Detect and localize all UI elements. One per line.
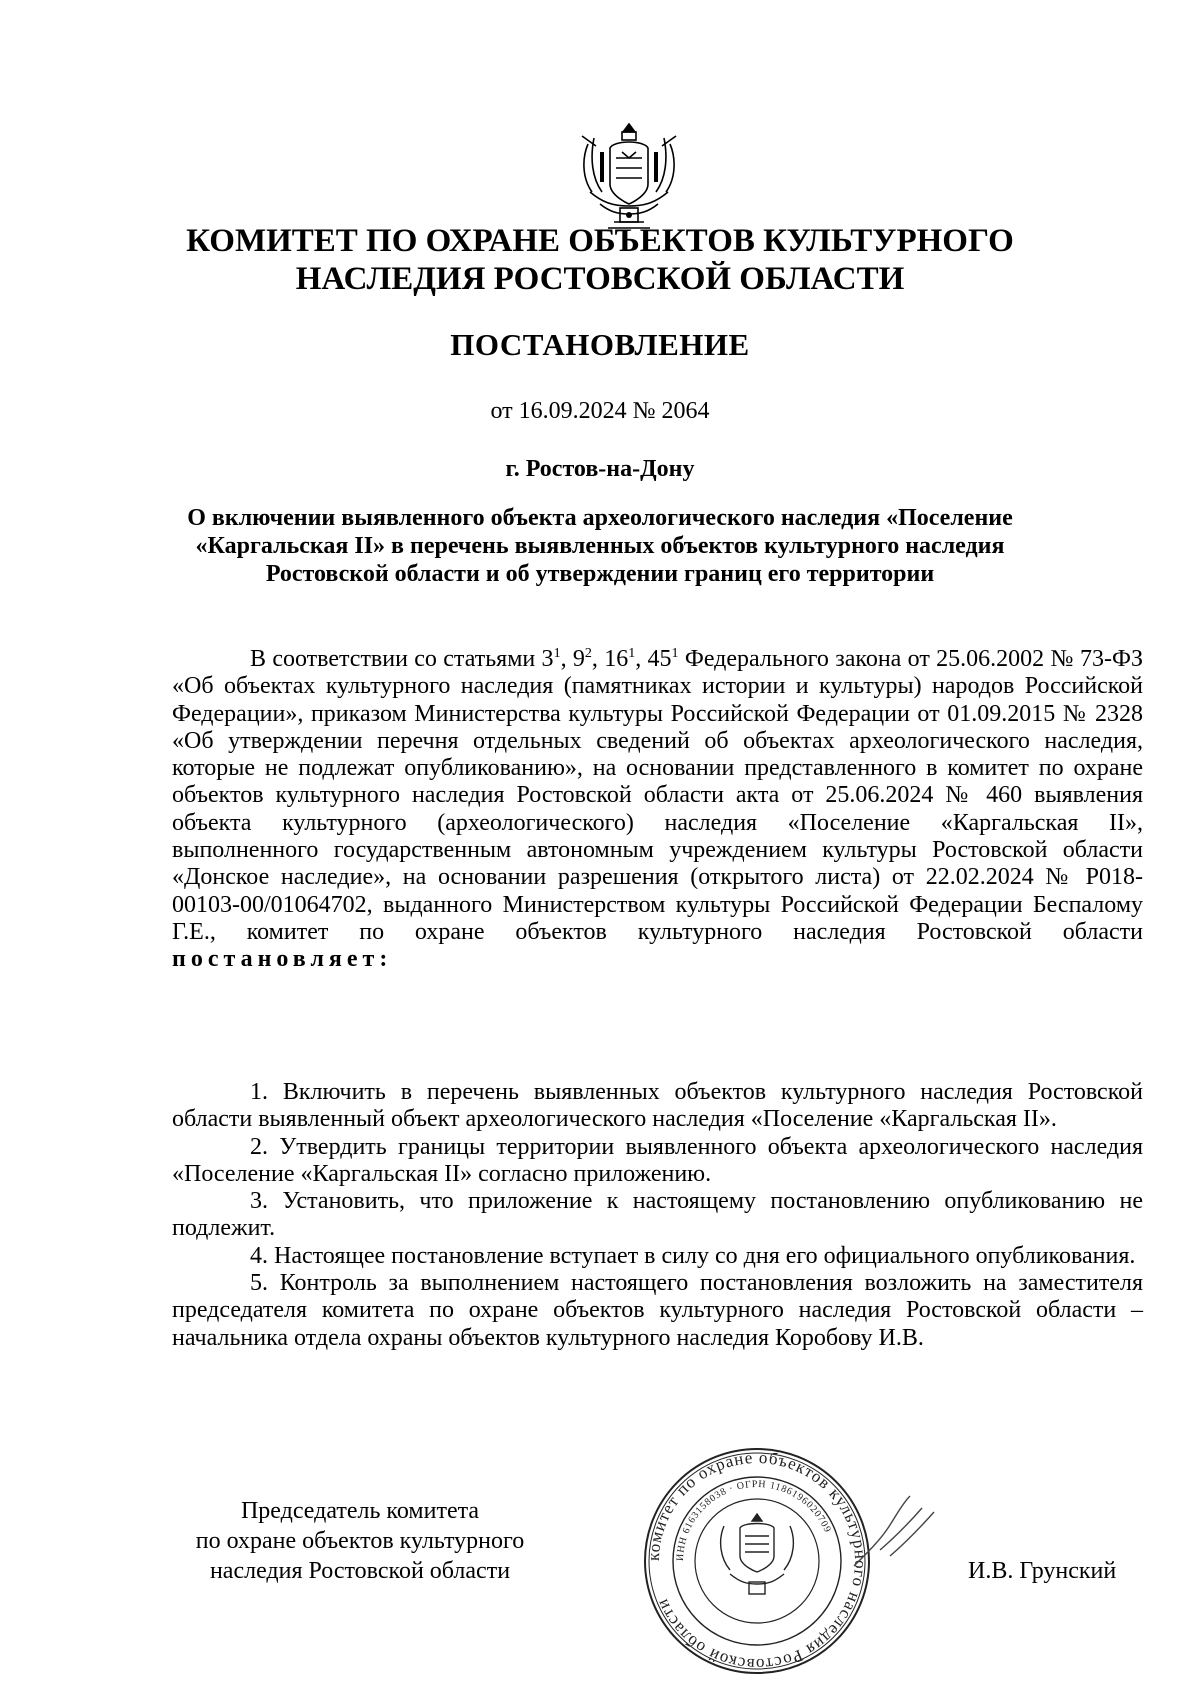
decree-points xyxy=(172,1079,1143,1352)
date-number-line: от 16.09.2024 № 2064 xyxy=(490,398,710,424)
preamble-text: Федерального закона от 25.06.2002 № 73-ФЗ «Об объектах культурного наследия (памятниках истории и культуры) народов Российской Федерации», приказом Министерства культуры Российской Федерации от 01.09.2015 № 2328 «Об утверждении перечня отдельных сведений об объектах археологического наследия, которые не подлежат опубликованию», на основании представленного в комитет по охране объектов культурного наследия Ростовской области акта от 25.06.2024 № 460 выявления объекта культурного (археологического) наследия «Поселение «Каргальская II», выполненного государственным автономным учреждением культуры Ростовской области «Донское наследие», на основании разрешения (открытого листа) от 22.02.2024 № Р018-00103-00/01064702, выданного Министерством культуры Российской Федерации Беспалому Г.Е., комитет по охране объектов культурного наследия Ростовской области xyxy=(172,646,1143,945)
signer-position-line: наследия Ростовской области xyxy=(209,1558,511,1584)
handwritten-signature xyxy=(850,1490,940,1570)
document-subject: О включении выявленного объекта археологического наследия «Поселение «Каргальская II» в перечень выявленных объектов культурного наследия Ростовской области и об утверждении границ его территории xyxy=(187,505,1013,587)
document-type-heading: ПОСТАНОВЛЕНИЕ xyxy=(450,327,750,362)
preamble-text: , 45 xyxy=(635,646,672,672)
decree-word: постановляет: xyxy=(172,946,393,973)
preamble-text: , 16 xyxy=(591,646,629,672)
decree-point: 2. Утвердить границы территории выявленного объекта археологического наследия «Поселение «Каргальская II» согласно приложению. xyxy=(172,1133,1143,1187)
signer-position-line: по охране объектов культурного xyxy=(195,1528,525,1554)
decree-point: 4. Настоящее постановление вступает в силу со дня его официального опубликования. xyxy=(250,1242,1136,1269)
decree-point: 3. Установить, что приложение к настоящему постановлению опубликованию не подлежит. xyxy=(172,1188,1143,1242)
signer-name: И.В. Грунский xyxy=(968,1558,1117,1584)
preamble-text: В соответствии со статьями 3 xyxy=(250,646,554,672)
seal-inner-text: ИНН 6163158038 · ОГРН 1186196020709 xyxy=(674,1478,834,1562)
official-seal xyxy=(640,1444,874,1678)
decree-point: 5. Контроль за выполнением настоящего постановления возложить на заместителя председателя комитета по охране объектов культурного наследия Ростовской области – начальника отдела охраны объектов культурного наследия Коробову И.В. xyxy=(172,1270,1143,1351)
superscript: 2 xyxy=(584,646,592,661)
superscript: 1 xyxy=(671,646,679,661)
superscript: 1 xyxy=(628,646,636,661)
organization-title: КОМИТЕТ ПО ОХРАНЕ ОБЪЕКТОВ КУЛЬТУРНОГО НАСЛЕДИЯ РОСТОВСКОЙ ОБЛАСТИ xyxy=(186,223,1014,297)
seal-ring-text: комитет по охране объектов культурного наследия Ростовской области xyxy=(643,1447,871,1675)
signer-position-line: Председатель комитета xyxy=(240,1498,480,1524)
city-line: г. Ростов-на-Дону xyxy=(505,456,695,482)
preamble-paragraph xyxy=(172,646,1143,974)
signer-position xyxy=(150,1496,570,1586)
preamble-text: , 9 xyxy=(560,646,585,672)
superscript: 1 xyxy=(553,646,561,661)
coat-of-arms-emblem xyxy=(570,118,688,238)
decree-point: 1. Включить в перечень выявленных объектов культурного наследия Ростовской области выявленный объект археологического наследия «Поселение «Каргальская II». xyxy=(172,1079,1143,1133)
